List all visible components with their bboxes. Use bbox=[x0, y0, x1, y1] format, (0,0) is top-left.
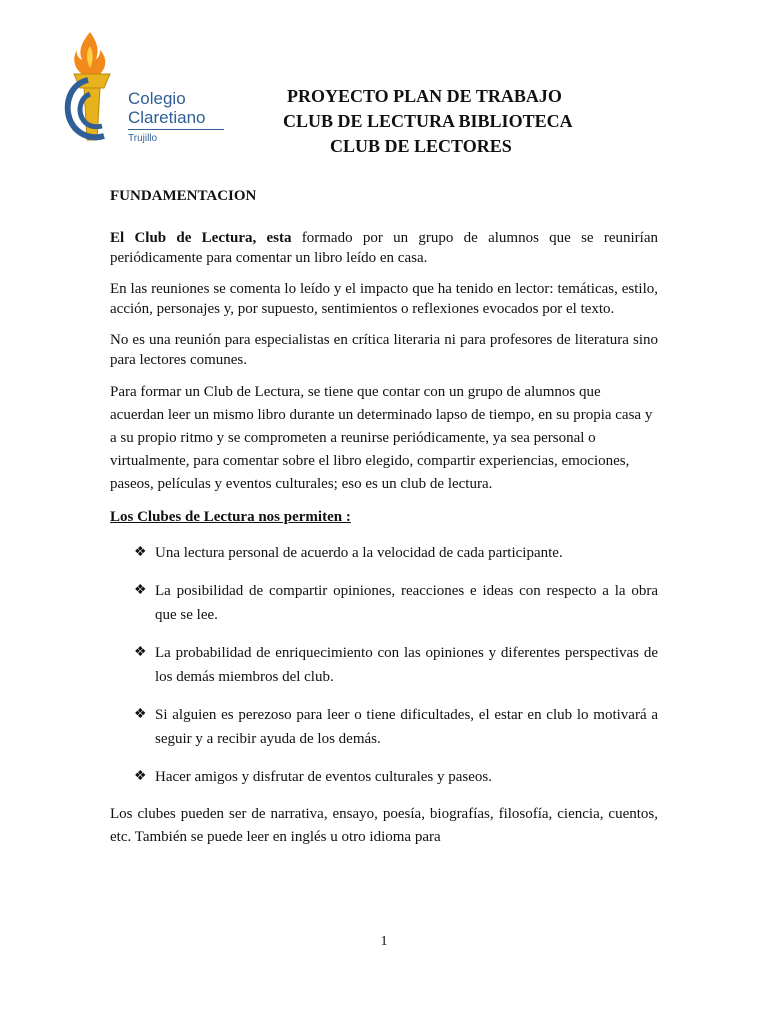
paragraph-3: No es una reunión para especialistas en crítica literaria ni para profesores de literatura sino para lectores comunes. bbox=[110, 332, 658, 368]
logo-name-line2: Claretiano bbox=[128, 108, 206, 127]
diamond-bullet-icon: ❖ bbox=[134, 707, 147, 722]
closing-paragraph: Los clubes pueden ser de narrativa, ensayo, poesía, biografías, filosofía, ciencia, cuentos, etc. También se puede leer en inglés u otro idioma para bbox=[110, 806, 658, 845]
diamond-bullet-icon: ❖ bbox=[134, 645, 147, 660]
list-item: ❖ Una lectura personal de acuerdo a la velocidad de cada participante. bbox=[110, 541, 658, 565]
title-line-1: PROYECTO PLAN DE TRABAJO bbox=[287, 86, 562, 106]
diamond-bullet-icon: ❖ bbox=[134, 583, 147, 598]
benefits-list bbox=[110, 541, 658, 789]
paragraph-1 bbox=[110, 228, 658, 268]
list-item: ❖ La probabilidad de enriquecimiento con las opiniones y diferentes perspectivas de los demás miembros del club. bbox=[110, 641, 658, 689]
diamond-bullet-icon: ❖ bbox=[134, 545, 147, 560]
paragraph-4: Para formar un Club de Lectura, se tiene que contar con un grupo de alumnos que acuerdan leer un mismo libro durante un determinado lapso de tiempo, en su propia casa y a su propio ritmo y se comprometen a reunirse periódicamente, ya sea personal o virtualmente, para comentar sobre el libro elegido, compartir experiencias, emociones, paseos, películas y eventos culturales; eso es un club de lectura. bbox=[110, 384, 653, 492]
page-number: 1 bbox=[380, 934, 388, 949]
list-item: ❖ Si alguien es perezoso para leer o tiene dificultades, el estar en club lo motivará a seguir y a recibir ayuda de los demás. bbox=[110, 703, 658, 751]
list-item: ❖ Hacer amigos y disfrutar de eventos culturales y paseos. bbox=[110, 765, 658, 789]
logo-text bbox=[128, 90, 224, 144]
logo-name-line1: Colegio bbox=[128, 89, 186, 108]
document-body bbox=[110, 186, 658, 860]
logo-city: Trujillo bbox=[128, 133, 158, 144]
list-item: ❖ La posibilidad de compartir opiniones, reacciones e ideas con respecto a la obra que se lee. bbox=[110, 579, 658, 627]
document-title bbox=[270, 84, 620, 159]
title-line-2: CLUB DE LECTURA BIBLIOTECA bbox=[283, 111, 573, 131]
paragraph-1-text: formado por un grupo de alumnos que se reunirían periódicamente para comentar un libro leído en casa. bbox=[110, 230, 658, 266]
title-line-3: CLUB DE LECTORES bbox=[330, 136, 512, 156]
school-logo bbox=[60, 28, 240, 158]
section-heading: FUNDAMENTACION bbox=[110, 188, 257, 204]
diamond-bullet-icon: ❖ bbox=[134, 769, 147, 784]
paragraph-2: En las reuniones se comenta lo leído y el impacto que ha tenido en lector: temáticas, estilo, acción, personajes y, por supuesto, sentimientos o reflexiones evocados por el texto. bbox=[110, 281, 658, 317]
logo-divider bbox=[128, 129, 224, 130]
torch-icon bbox=[60, 28, 122, 148]
paragraph-1-bold: El Club de Lectura, esta bbox=[110, 230, 292, 246]
benefits-subheading: Los Clubes de Lectura nos permiten : bbox=[110, 509, 351, 525]
